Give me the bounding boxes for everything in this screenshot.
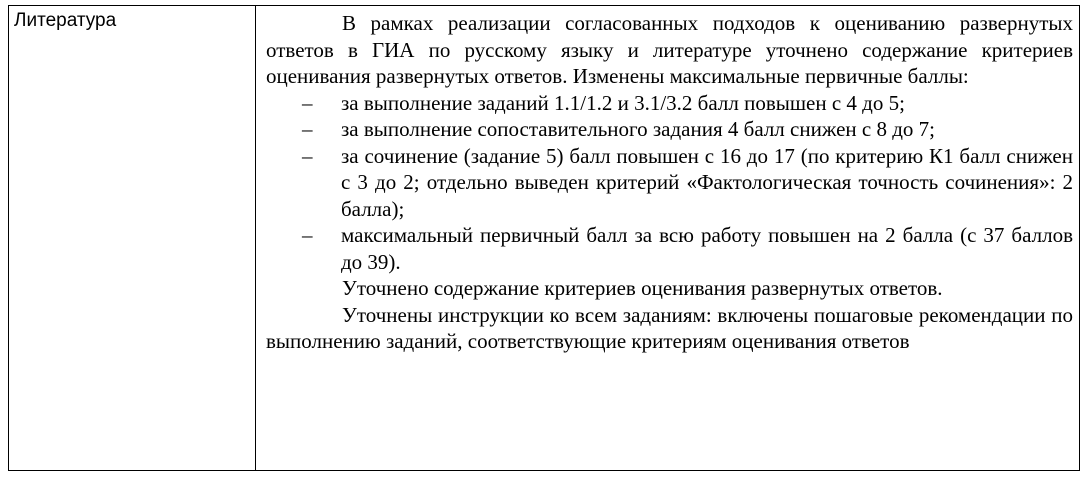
subject-label: Литература	[14, 10, 117, 31]
list-item-text: за выполнение заданий 1.1/1.2 и 3.1/3.2 балл повышен с 4 до 5;	[341, 90, 905, 115]
list-item	[266, 143, 1073, 223]
dash-marker: –	[302, 143, 313, 168]
dash-marker: –	[302, 117, 313, 141]
list-item	[266, 222, 1073, 275]
list-item	[266, 116, 1073, 143]
intro-paragraph: В рамках реализации согласованных подходов к оцениванию развернутых ответов в ГИА по русскому языку и литературе уточнено содержание критериев оценивания развернутых ответов. Изменены максимальные первичные баллы:	[266, 11, 1073, 88]
changes-cell	[256, 6, 1080, 471]
list-item-text: за выполнение сопоставительного задания 4 балл снижен с 8 до 7;	[341, 117, 935, 141]
list-item-text: максимальный первичный балл за всю работу повышен на 2 балла (с 37 баллов до 39).	[341, 223, 1073, 274]
dash-marker: –	[302, 223, 313, 247]
list-item	[266, 90, 1073, 117]
dash-marker: –	[302, 90, 313, 115]
subject-cell	[9, 6, 256, 471]
criteria-paragraph: Уточнено содержание критериев оценивания развернутых ответов.	[342, 276, 943, 300]
instructions-paragraph: Уточнены инструкции ко всем заданиям: включены пошаговые рекомендации по выполнению заданий, соответствующие критериям оценивания ответов	[266, 302, 1073, 353]
list-item-text: за сочинение (задание 5) балл повышен с 16 до 17 (по критерию К1 балл снижен с 3 до 2; отдельно выведен критерий «Фактологическая точность сочинения»: 2 балла);	[341, 143, 1073, 221]
table-row	[9, 6, 1080, 471]
changes-table	[8, 5, 1080, 471]
changes-list	[266, 90, 1073, 276]
